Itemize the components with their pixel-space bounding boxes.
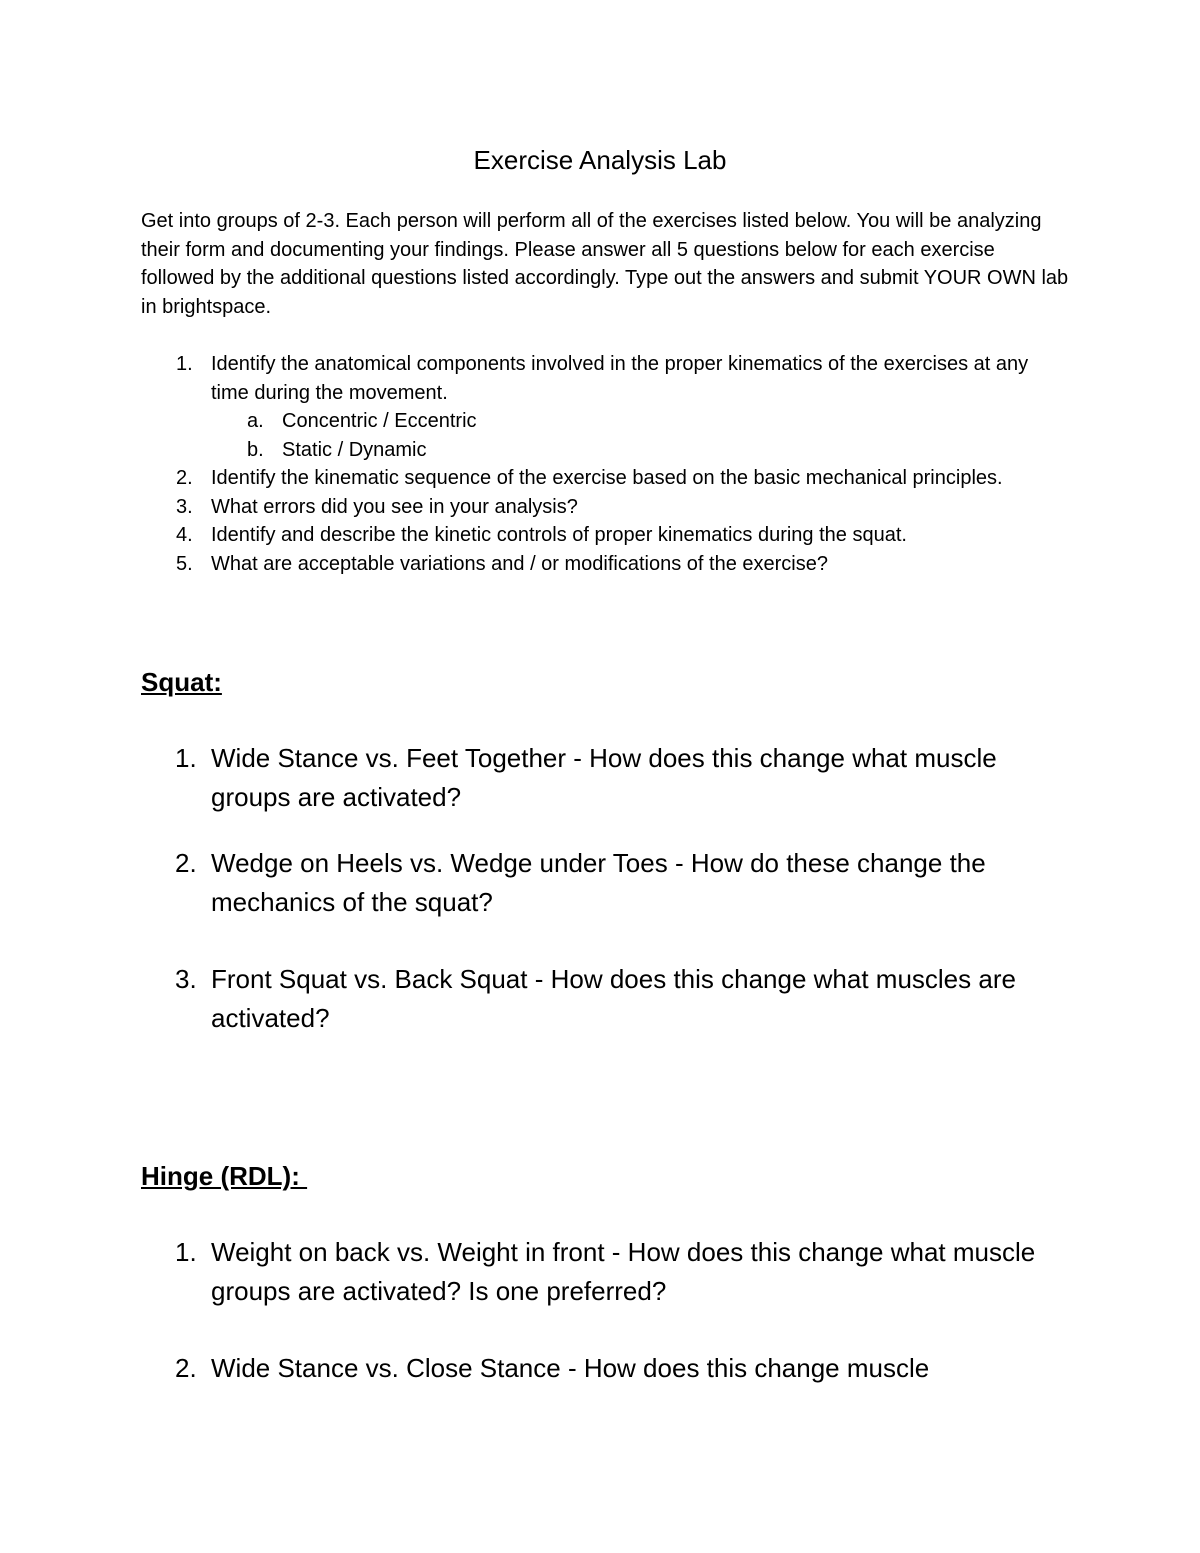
list-item-text: What are acceptable variations and / or modifications of the exercise? [211,552,828,575]
list-item-text: Wide Stance vs. Feet Together - How does this change what muscle groups are activated? [211,743,997,812]
list-number: 2. [175,1353,197,1383]
list-number: 2. [175,848,197,878]
list-number: 1. [176,353,193,375]
list-item-text: Wedge on Heels vs. Wedge under Toes - How do these change the mechanics of the squat? [211,848,986,917]
sub-list-item [141,436,1071,465]
list-item-text: Identify the anatomical components involved in the proper kinematics of the exercises at any time during the movement. [211,353,1029,404]
list-item-text: Identify and describe the kinetic controls of proper kinematics during the squat. [211,524,907,546]
analysis-questions-list [141,350,1071,578]
list-number: 4. [176,524,193,546]
list-item-text: Front Squat vs. Back Squat - How does this change what muscles are activated? [211,964,1016,1033]
section-heading-hinge: Hinge (RDL): [141,1161,308,1191]
sub-list-item [141,407,1071,436]
squat-item [141,739,1071,817]
list-item-text: Identify the kinematic sequence of the exercise based on the basic mechanical principles. [211,467,1003,489]
list-number: 3. [176,495,193,518]
list-item [141,493,1071,522]
section-heading-squat: Squat: [141,667,222,697]
document-title: Exercise Analysis Lab [473,145,727,175]
hinge-item [141,1349,1071,1388]
hinge-item [141,1233,1071,1311]
squat-item [141,960,1071,1038]
sub-list-item-text: Concentric / Eccentric [282,410,477,432]
list-item [141,350,1071,407]
list-item [141,550,1071,579]
sub-list-letter: b. [247,438,264,461]
list-number: 1. [175,743,197,773]
list-number: 3. [175,964,197,994]
intro-paragraph: Get into groups of 2-3. Each person will perform all of the exercises listed below. You will be analyzing their form and documenting your findings. Please answer all 5 questions below for each exercise followed by the additional questions listed accordingly. Type out the answers and submit YOUR OWN lab in brightspace. [141,210,1069,318]
squat-item [141,844,1071,922]
list-number: 2. [176,467,193,489]
list-item-text: Weight on back vs. Weight in front - How does this change what muscle groups are activated? Is one preferred? [211,1237,1036,1306]
list-item [141,521,1071,550]
sub-list-item-text: Static / Dynamic [282,438,427,461]
list-number: 1. [175,1237,197,1267]
sub-list-letter: a. [247,410,264,432]
list-item-text: What errors did you see in your analysis? [211,495,578,518]
list-item-text: Wide Stance vs. Close Stance - How does this change muscle [211,1353,930,1383]
list-number: 5. [176,552,193,575]
list-item [141,464,1071,493]
